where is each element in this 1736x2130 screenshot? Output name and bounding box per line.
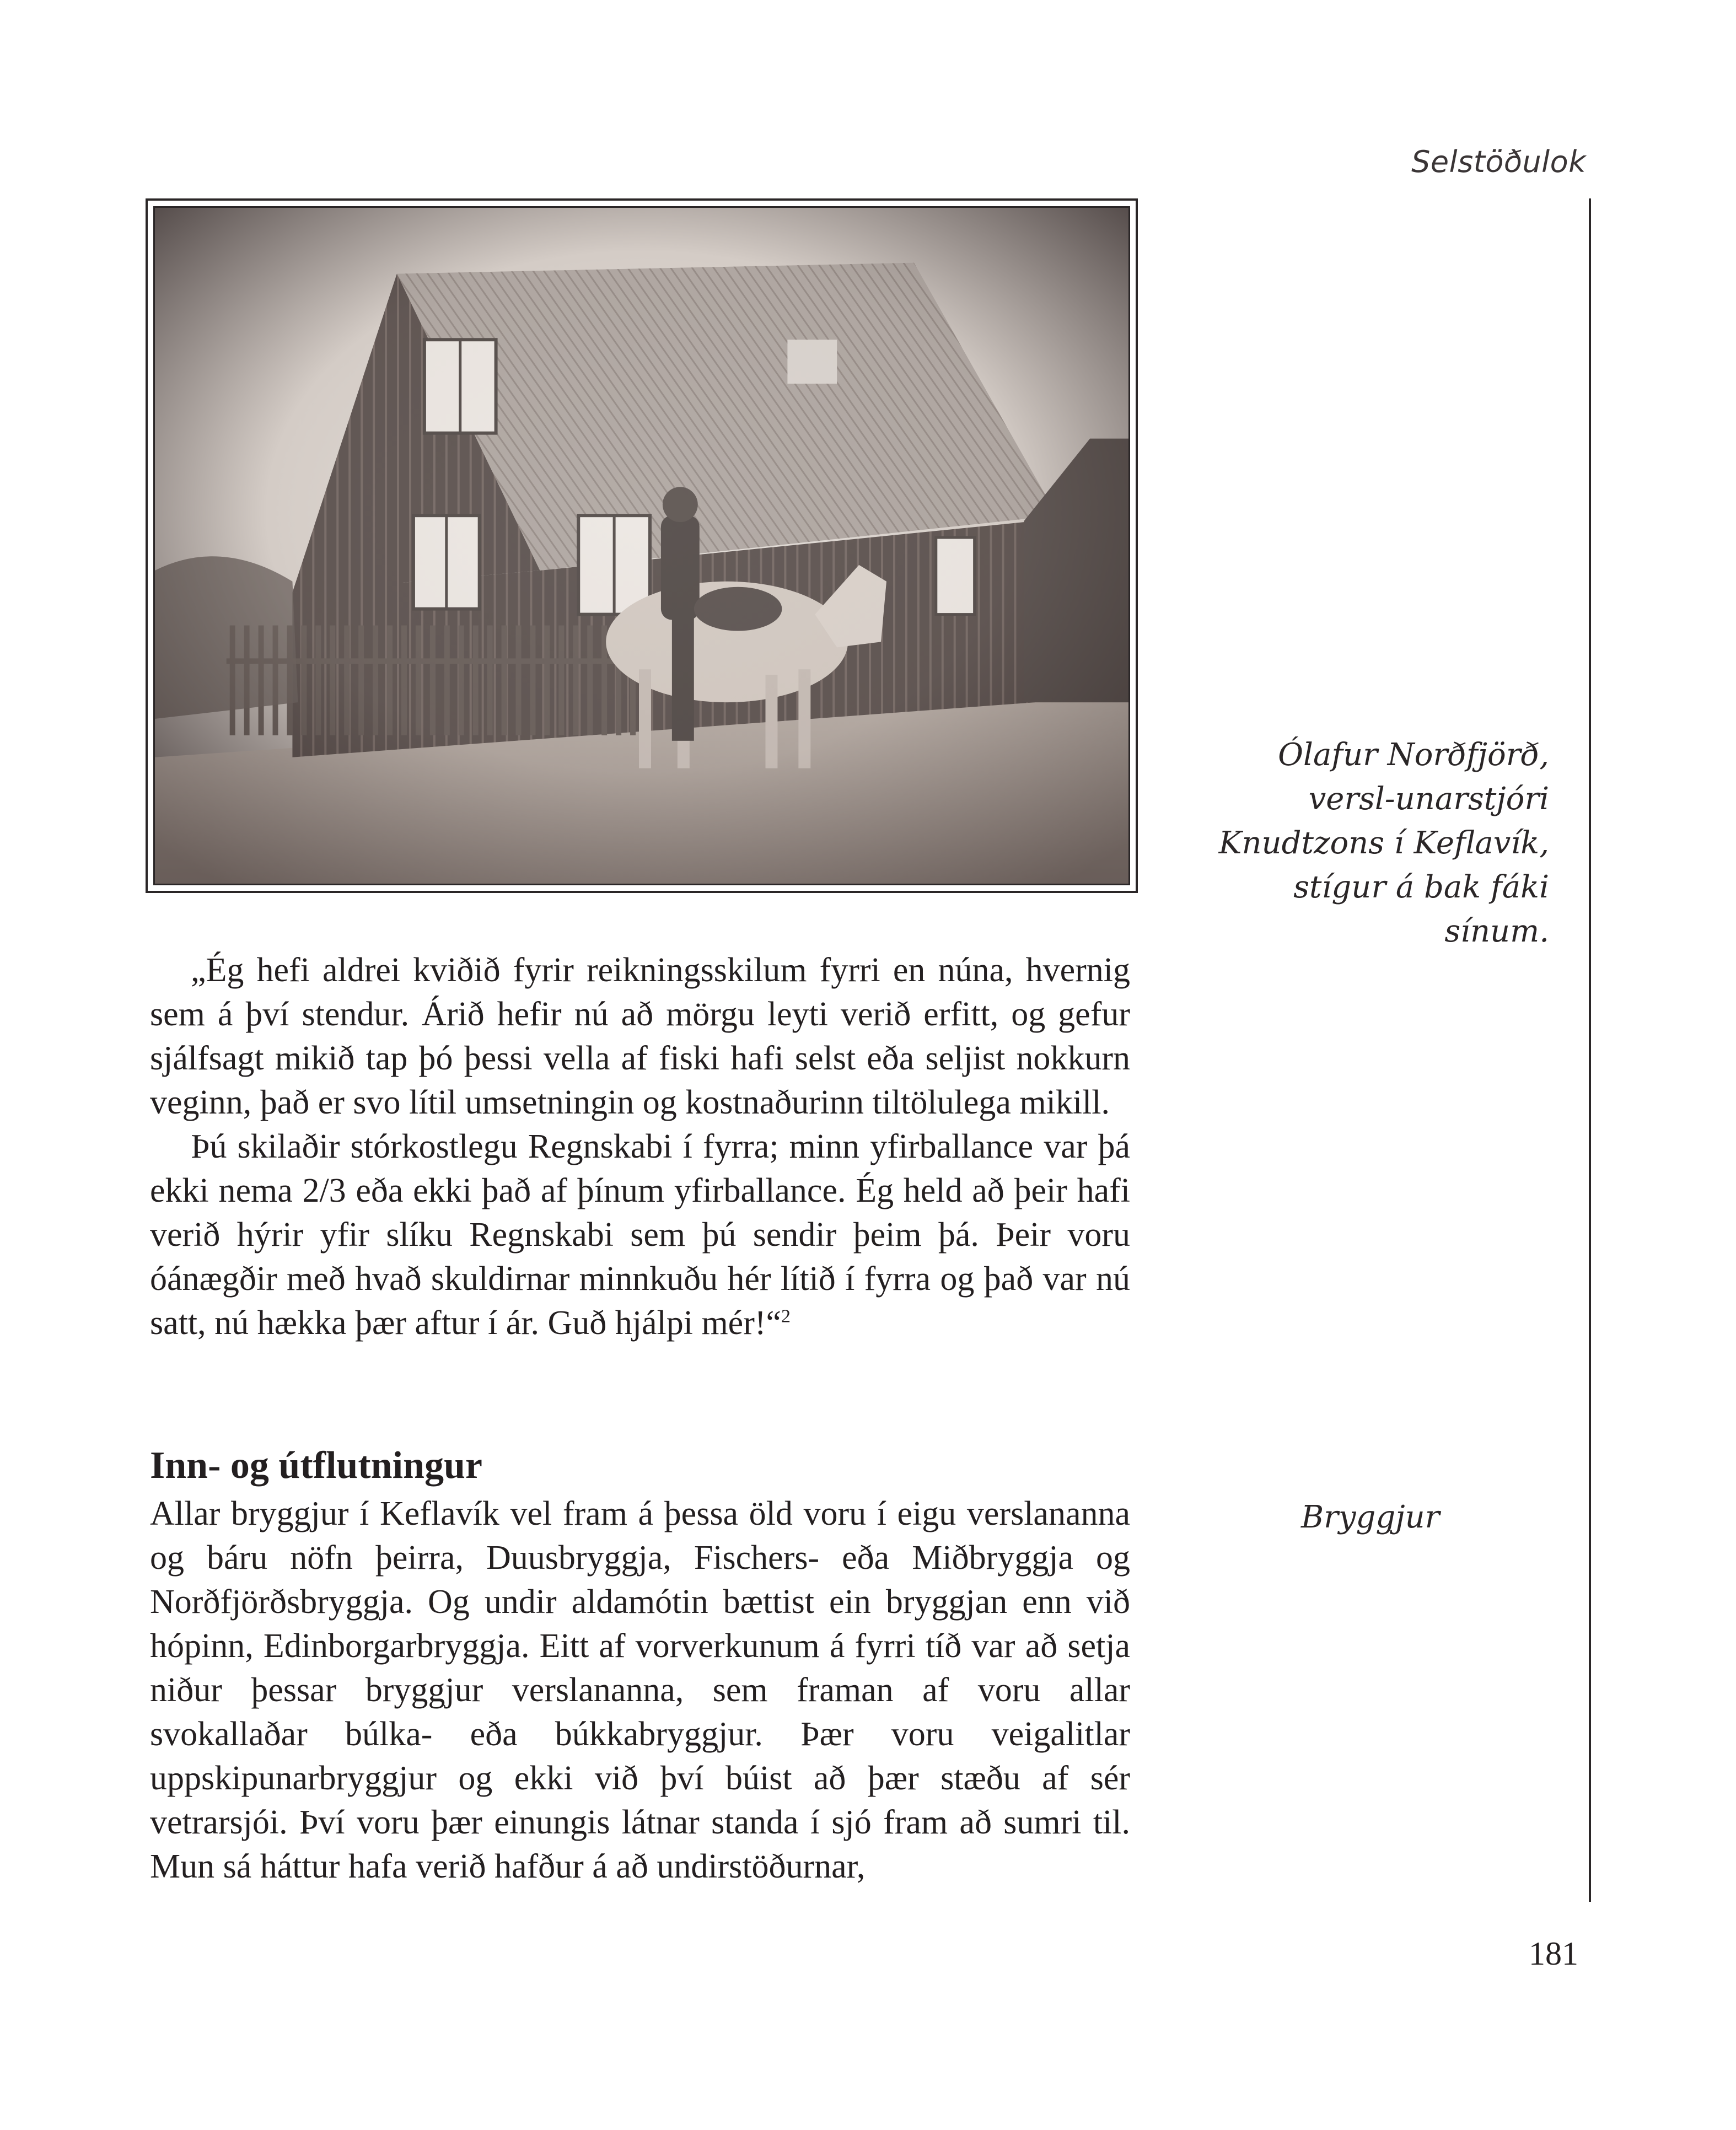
running-head: Selstöðulok [1411, 144, 1586, 179]
section-body [150, 1492, 1130, 1889]
photo-frame [146, 198, 1138, 893]
house-photo-illustration [155, 208, 1128, 884]
quote-paragraph-2 [150, 1125, 1130, 1345]
footnote-reference: 2 [781, 1306, 791, 1327]
margin-rule [1589, 198, 1591, 1902]
quote-paragraph-1: „Ég hefi aldrei kviðið fyrir reikningsskilum fyrri en núna, hvernig sem á því stendur. Árið hefir nú að mörgu leyti verið erfitt, og gefur sjálfsagt mikið tap þó þessi vella af fiski hafi selst eða seljist nokkurn veginn, það er svo lítil umsetningin og kostnaðurinn tiltölulega mikill. [150, 951, 1130, 1121]
quote-paragraph-2-text: Þú skilaðir stórkostlegu Regnskabi í fyrra; minn yfirballance var þá ekki nema 2/3 eða ekki það af þínum yfirballance. Ég held að þeir hafi verið hýrir yfir slíku Regnskabi sem þú sendir þeim þá. Þeir voru óánægðir með hvað skuldirnar minnkuðu hér lítið í fyrra og það var nú satt, nú hækka þær aftur í ár. Guð hjálpi mér!“ [150, 1128, 1130, 1342]
side-note: Bryggjur [1301, 1499, 1440, 1535]
house-photo [153, 206, 1130, 885]
quote-block [150, 948, 1130, 1345]
page-number: 181 [1529, 1935, 1578, 1972]
photo-caption: Ólafur Norðfjörð, versl-unarstjóri Knudtzons í Keflavík, stígur á bak fáki sínum. [1218, 737, 1549, 949]
section-heading: Inn- og útflutningur [150, 1444, 482, 1487]
section-paragraph: Allar bryggjur í Keflavík vel fram á þessa öld voru í eigu verslananna og báru nöfn þeirra, Duusbryggja, Fischers- eða Miðbryggja og Norðfjörðsbryggja. Og undir aldamótin bættist ein bryggjan enn við hópinn, Edinborgarbryggja. Eitt af vorverkunum á fyrri tíð var að setja niður þessar bryggjur verslananna, sem framan af voru allar svokallaðar búlka- eða búkkabryggjur. Þær voru veigalitlar uppskipunarbryggjur og ekki við því búist að þær stæðu af sér vetrarsjói. Því voru þær einungis látnar standa í sjó fram að sumri til. Mun sá háttur hafa verið hafður á að undirstöðurnar, [150, 1495, 1130, 1885]
